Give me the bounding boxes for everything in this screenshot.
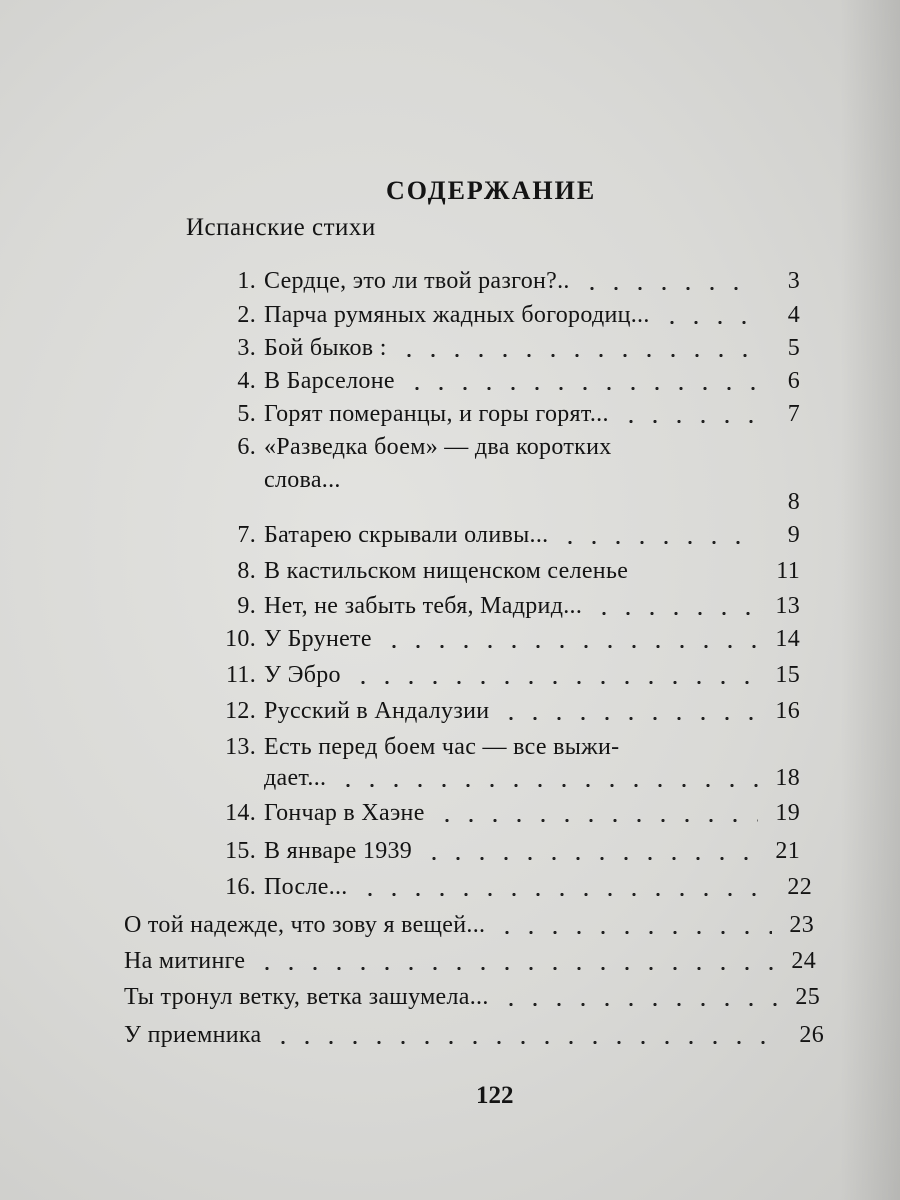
entry-page: 21 <box>775 838 800 864</box>
leader-dots <box>592 612 758 615</box>
toc-entry-continuation <box>206 467 800 515</box>
entry-number: 4. <box>237 368 256 394</box>
leader-dots <box>499 717 758 720</box>
entry-page: 25 <box>795 984 820 1010</box>
entry-page: 16 <box>775 698 800 724</box>
entry-number: 3. <box>237 335 256 361</box>
entry-title: После... <box>264 874 348 900</box>
entry-title: Нет, не забыть тебя, Мадрид... <box>264 593 583 619</box>
entry-page: 18 <box>775 765 800 791</box>
entry-page: 9 <box>787 522 800 548</box>
entry-page: 6 <box>787 368 800 394</box>
leader-dots <box>351 681 758 684</box>
entry-title: Есть перед боем час — все выжи- <box>264 734 620 760</box>
entry-title: У приемника <box>124 1022 262 1048</box>
leader-space <box>351 486 758 489</box>
entry-page: 11 <box>776 558 800 584</box>
leader-dots <box>495 931 772 934</box>
entry-title: Горят померанцы, и горы горят... <box>264 401 609 427</box>
entry-title: У Эбро <box>264 662 341 688</box>
leader-dots <box>397 354 758 357</box>
toc-entry <box>206 626 800 653</box>
leader-dots <box>660 321 758 324</box>
leader-dots <box>558 541 758 544</box>
leader-dots <box>382 645 758 648</box>
entry-title: Гончар в Хаэне <box>264 800 425 826</box>
entry-number: 2. <box>237 302 256 328</box>
entry-page: 3 <box>787 268 800 294</box>
entry-page: 19 <box>775 800 800 826</box>
toc-entry <box>206 268 800 295</box>
entry-number: 1. <box>237 268 256 294</box>
toc-entry <box>206 662 800 689</box>
entry-number: 12. <box>225 698 256 724</box>
leader-dots <box>336 784 758 787</box>
entry-page: 5 <box>787 335 800 361</box>
entry-title: Русский в Андалузии <box>264 698 490 724</box>
toc-entry <box>206 734 800 761</box>
toc-entry <box>206 335 800 362</box>
toc-entry <box>206 593 800 620</box>
leader-space <box>630 582 764 585</box>
entry-page: 26 <box>799 1022 824 1048</box>
entry-title: Сердце, это ли твой разгон?.. <box>264 268 570 294</box>
page-gutter-shadow <box>840 0 900 1200</box>
toc-entry <box>206 401 800 428</box>
entry-page: 14 <box>775 626 800 652</box>
entry-page: 15 <box>775 662 800 688</box>
entry-number: 10. <box>225 626 256 652</box>
leader-dots <box>422 857 758 860</box>
entry-page: 22 <box>787 874 812 900</box>
toc-entry <box>124 1022 824 1049</box>
entry-number: 11. <box>225 662 256 688</box>
entry-title: Парча румяных жадных богородиц... <box>264 302 650 328</box>
leader-dots <box>405 387 758 390</box>
toc-entry <box>206 434 800 461</box>
toc-entry <box>206 874 812 901</box>
entry-number: 9. <box>237 593 256 619</box>
section-title: Испанские стихи <box>186 214 376 241</box>
entry-title: На митинге <box>124 948 246 974</box>
entry-title: В кастильском нищенском селенье <box>264 558 629 584</box>
toc-entry-continuation <box>206 765 800 792</box>
entry-title: «Разведка боем» — два коротких <box>264 434 612 460</box>
page-number: 122 <box>476 1082 514 1109</box>
toc-entry <box>124 948 816 975</box>
leader-dots <box>619 420 758 423</box>
toc-entry <box>124 984 820 1011</box>
leader-dots <box>271 1041 782 1044</box>
toc-entry <box>124 912 814 939</box>
entry-title: Батарею скрывали оливы... <box>264 522 549 548</box>
leader-dots <box>580 287 758 290</box>
leader-dots <box>358 893 770 896</box>
entry-title: слова... <box>264 467 341 493</box>
entry-page: 24 <box>791 948 816 974</box>
leader-dots <box>255 967 774 970</box>
entry-page: 23 <box>789 912 814 938</box>
toc-entry <box>206 522 800 549</box>
entry-number: 14. <box>225 800 256 826</box>
entry-page: 13 <box>775 593 800 619</box>
entry-title: В январе 1939 <box>264 838 413 864</box>
entry-title: У Брунете <box>264 626 372 652</box>
toc-entry <box>206 302 800 329</box>
entry-number: 6. <box>237 434 256 460</box>
toc-entry <box>206 838 800 865</box>
leader-space <box>629 753 758 756</box>
entry-number: 15. <box>225 838 256 864</box>
entry-title: Ты тронул ветку, ветка зашумела... <box>124 984 489 1010</box>
entry-number: 7. <box>237 522 256 548</box>
entry-title: В Барселоне <box>264 368 395 394</box>
toc-entry <box>206 558 800 585</box>
entry-number: 5. <box>237 401 256 427</box>
entry-page: 7 <box>787 401 800 427</box>
entry-number: 16. <box>225 874 256 900</box>
leader-dots <box>435 819 758 822</box>
entry-page: 8 <box>787 489 800 515</box>
toc-entry <box>206 368 800 395</box>
leader-dots <box>499 1003 778 1006</box>
entry-number: 8. <box>237 558 256 584</box>
leader-space <box>622 453 758 456</box>
toc-entry <box>206 800 800 827</box>
page-heading: СОДЕРЖАНИЕ <box>386 176 597 205</box>
toc-entry <box>206 698 800 725</box>
entry-title: О той надежде, что зову я вещей... <box>124 912 486 938</box>
entry-title: Бой быков : <box>264 335 387 361</box>
entry-page: 4 <box>787 302 800 328</box>
entry-number: 13. <box>225 734 256 760</box>
entry-title: дает... <box>264 765 327 791</box>
